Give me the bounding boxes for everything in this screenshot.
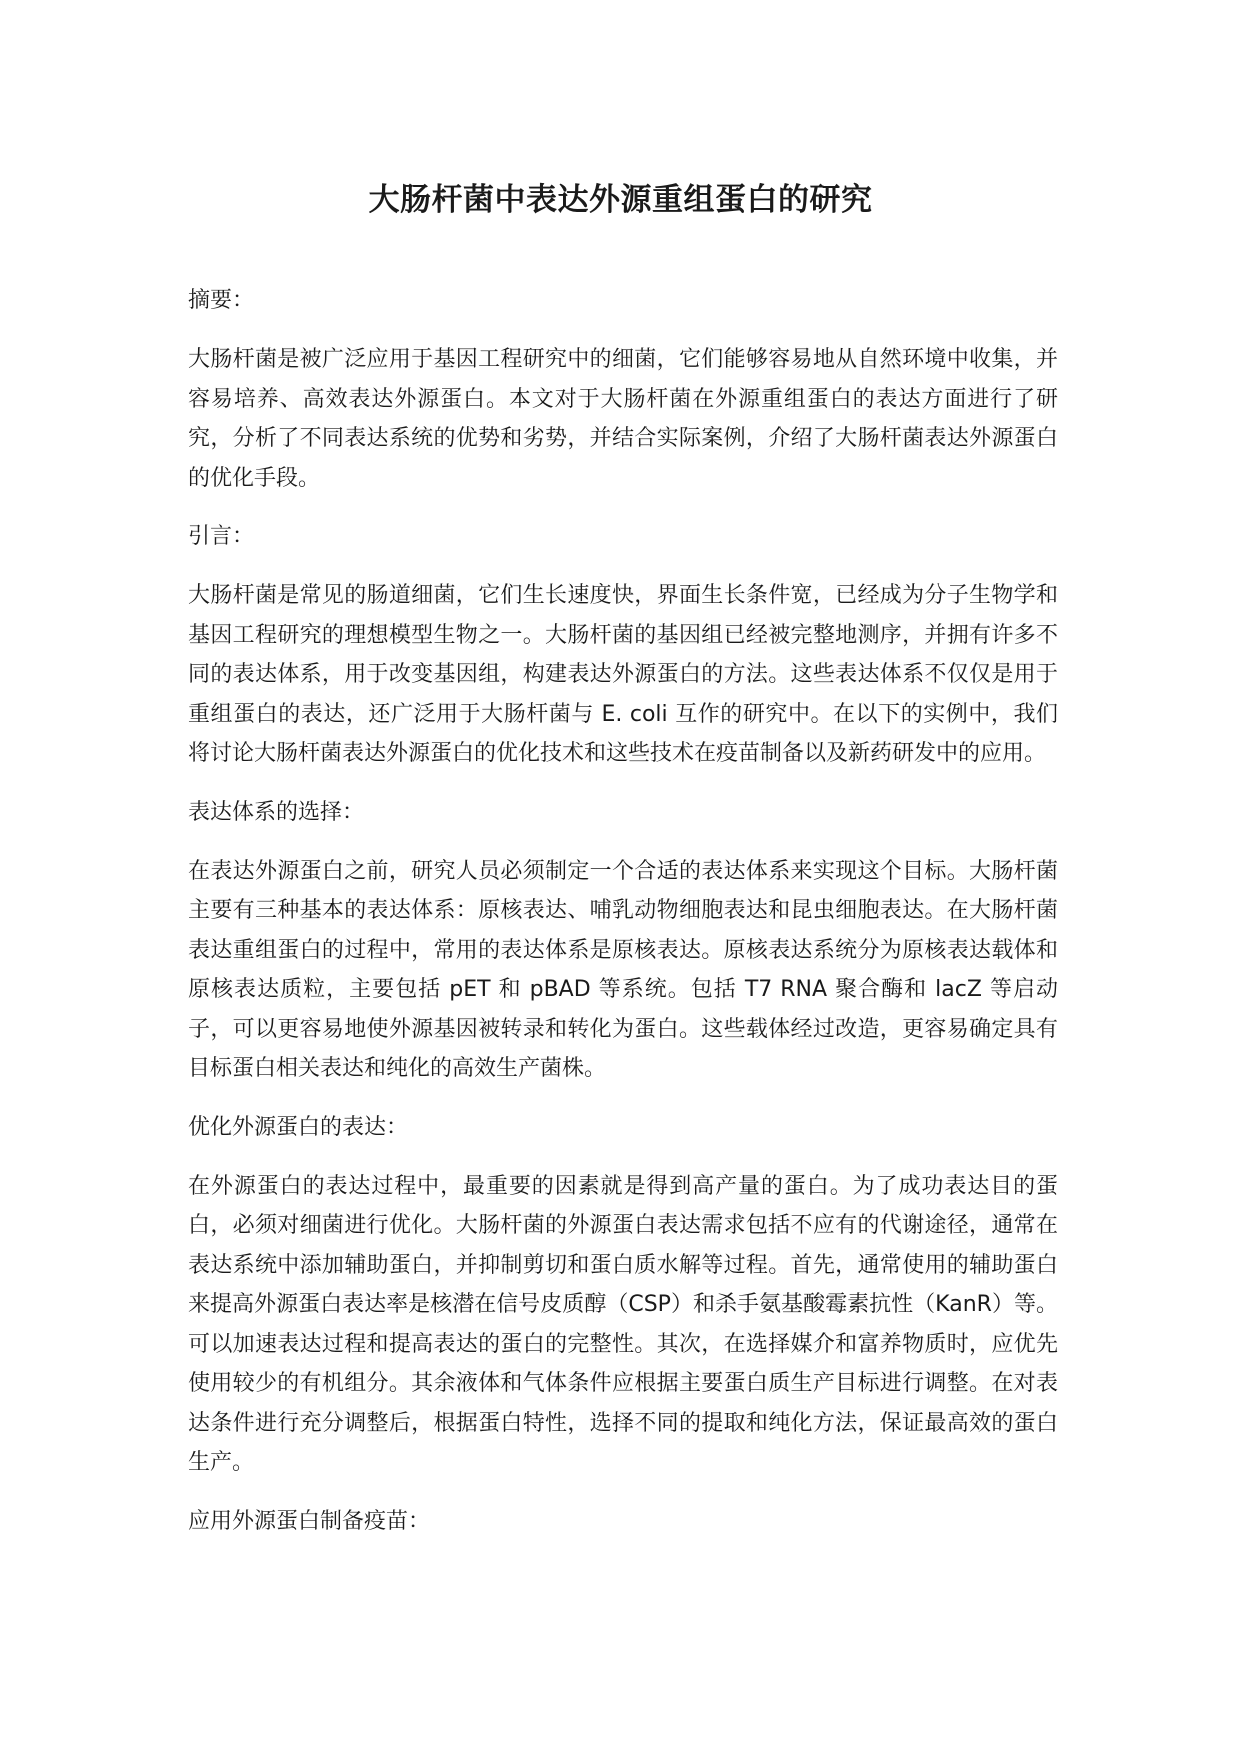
section-abstract — [188, 281, 1058, 498]
section-optimization — [188, 1108, 1058, 1483]
document-body — [188, 281, 1058, 1561]
section-vaccine — [188, 1502, 1058, 1542]
section-expression-system — [188, 793, 1058, 1089]
section-heading: 表达体系的选择： — [188, 799, 365, 825]
section-heading: 引言： — [188, 524, 255, 549]
document-title: 大肠杆菌中表达外源重组蛋白的研究 — [368, 182, 873, 218]
section-heading: 应用外源蛋白制备疫苗： — [188, 1508, 431, 1534]
section-paragraph: 大肠杆菌是常见的肠道细菌，它们生长速度快，界面生长条件宽，已经成为分子生物学和基因工程研究的理想模型生物之一。大肠杆菌的基因组已经被完整地测序，并拥有许多不同的表达体系，用于改变基因组，构建表达外源蛋白的方法。这些表达体系不仅仅是用于重组蛋白的表达，还广泛用于大肠杆菌与 E. coli 互作的研究中。在以下的实例中，我们将讨论大肠杆菌表达外源蛋白的优化技术和这些技术在疫苗制备以及新药研发中的应用。 — [188, 583, 1058, 766]
section-introduction — [188, 517, 1058, 774]
section-paragraph: 在外源蛋白的表达过程中，最重要的因素就是得到高产量的蛋白。为了成功表达目的蛋白，必须对细菌进行优化。大肠杆菌的外源蛋白表达需求包括不应有的代谢途径，通常在表达系统中添加辅助蛋白，并抑制剪切和蛋白质水解等过程。首先，通常使用的辅助蛋白来提高外源蛋白表达率是核潜在信号皮质醇（CSP）和杀手氨基酸霉素抗性（KanR）等。可以加速表达过程和提高表达的蛋白的完整性。其次，在选择媒介和富养物质时，应优先使用较少的有机组分。其余液体和气体条件应根据主要蛋白质生产目标进行调整。在对表达条件进行充分调整后，根据蛋白特性，选择不同的提取和纯化方法，保证最高效的蛋白生产。 — [188, 1173, 1058, 1475]
section-heading: 优化外源蛋白的表达： — [188, 1114, 409, 1140]
section-heading: 摘要： — [188, 288, 255, 313]
section-paragraph: 在表达外源蛋白之前，研究人员必须制定一个合适的表达体系来实现这个目标。大肠杆菌主要有三种基本的表达体系：原核表达、哺乳动物细胞表达和昆虫细胞表达。在大肠杆菌表达重组蛋白的过程中，常用的表达体系是原核表达。原核表达系统分为原核表达载体和原核表达质粒，主要包括 pET 和 pBAD 等系统。包括 T7 RNA 聚合酶和 lacZ 等启动子，可以更容易地使外源基因被转录和转化为蛋白。这些载体经过改造，更容易确定具有目标蛋白相关表达和纯化的高效生产菌株。 — [188, 858, 1058, 1081]
section-paragraph: 大肠杆菌是被广泛应用于基因工程研究中的细菌，它们能够容易地从自然环境中收集，并容易培养、高效表达外源蛋白。本文对于大肠杆菌在外源重组蛋白的表达方面进行了研究，分析了不同表达系统的优势和劣势，并结合实际案例，介绍了大肠杆菌表达外源蛋白的优化手段。 — [188, 347, 1058, 491]
